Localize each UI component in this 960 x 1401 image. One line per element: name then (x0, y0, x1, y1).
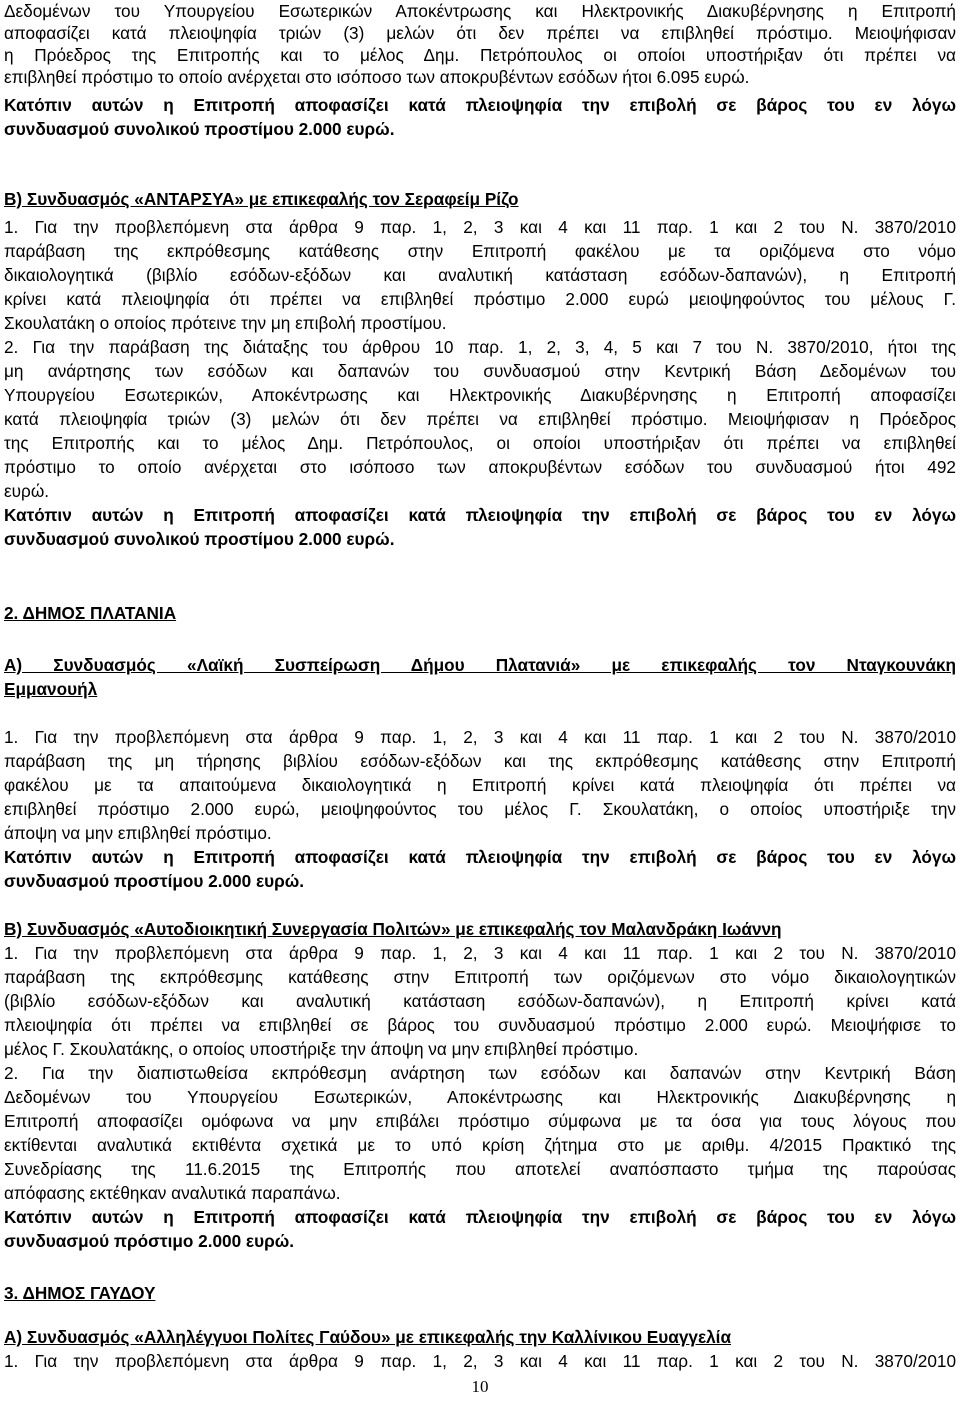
body-line: Επιτροπή αποφασίζει ομόφωνα να μην επιβάλει πρόστιμο σύμφωνα με τα όσα για τους λόγους που (4, 1111, 956, 1131)
body-line: μέλος Γ. Σκουλατάκης, ο οποίος υποστήριξε την άποψη να μην επιβληθεί πρόστιμο. (4, 1039, 639, 1059)
body-line: κρίνει κατά πλειοψηφία ότι πρέπει να επιβληθεί πρόστιμο 2.000 ευρώ μειοψηφούντος του μέλους Γ. (4, 289, 956, 309)
decision-line: συνδυασμού προστίμου 2.000 ευρώ. (4, 871, 305, 891)
municipality-heading: 3. ΔΗΜΟΣ ΓΑΥΔΟΥ (4, 1283, 156, 1303)
body-line: (βιβλίο εσόδων-εξόδων και αναλυτική κατάσταση εσόδων-δαπανών), η Επιτροπή κρίνει κατά (4, 991, 956, 1011)
body-line: πλειοψηφία ότι πρέπει να επιβληθεί σε βάρος του συνδυασμού πρόστιμο 2.000 ευρώ. Μειοψήφισε το (4, 1015, 956, 1035)
section-heading: Α) Συνδυασμός «Λαϊκή Συσπείρωση Δήμου Πλατανιά» με επικεφαλής τον Νταγκουνάκη (4, 655, 956, 675)
body-line: της Επιτροπής και το μέλος Δημ. Πετρόπουλος, οι οποίοι υποστήριξαν ότι πρέπει να επιβληθεί (4, 433, 956, 453)
body-line: μη ανάρτησης των εσόδων και δαπανών του συνδυασμού στην Κεντρική Βάση Δεδομένων του (4, 361, 956, 381)
body-line: παράβαση της εκπρόθεσμης κατάθεσης στην Επιτροπή των οριζόμενων στο νόμο δικαιολογητικών (4, 967, 956, 987)
body-line: 2. Για την παράβαση της διάταξης του άρθρου 10 παρ. 1, 2, 3, 4, 5 και 7 του Ν. 3870/2010, ήτοι της (4, 337, 956, 357)
body-line: πρόστιμο το οποίο ανέρχεται στο ισόποσο των αποκρυβέντων εσόδων του συνδυασμού ήτοι 492 (4, 457, 956, 477)
body-line: παράβαση της μη τήρησης βιβλίου εσόδων-εξόδων και της εκπρόθεσμης κατάθεσης στην Επιτροπή (4, 751, 956, 771)
body-line: 1. Για την προβλεπόμενη στα άρθρα 9 παρ. 1, 2, 3 και 4 και 11 παρ. 1 και 2 του Ν. 3870/2010 (4, 217, 956, 237)
decision-line: συνδυασμού συνολικού προστίμου 2.000 ευρώ. (4, 529, 395, 549)
section-heading: Β) Συνδυασμός «Αυτοδιοικητική Συνεργασία Πολιτών» με επικεφαλής τον Μαλανδράκη Ιωάννη (4, 919, 782, 939)
body-line: 1. Για την προβλεπόμενη στα άρθρα 9 παρ. 1, 2, 3 και 4 και 11 παρ. 1 και 2 του Ν. 3870/2010 (4, 943, 956, 963)
municipality-heading: 2. ΔΗΜΟΣ ΠΛΑΤΑΝΙΑ (4, 603, 177, 623)
body-line: παράβαση της εκπρόθεσμης κατάθεσης στην Επιτροπή φακέλου με τα οριζόμενα στο νόμο (4, 241, 956, 261)
decision-line: Κατόπιν αυτών η Επιτροπή αποφασίζει κατά πλειοψηφία την επιβολή σε βάρος του εν λόγω (4, 95, 956, 115)
body-line: Σκουλατάκη ο οποίος πρότεινε την μη επιβολή προστίμου. (4, 313, 447, 333)
decision-line: συνδυασμού συνολικού προστίμου 2.000 ευρώ. (4, 119, 395, 139)
body-line: απόφασης εκτέθηκαν αναλυτικά παραπάνω. (4, 1183, 341, 1203)
body-line: 1. Για την προβλεπόμενη στα άρθρα 9 παρ. 1, 2, 3 και 4 και 11 παρ. 1 και 2 του Ν. 3870/2010 (4, 1351, 956, 1371)
decision-line: Κατόπιν αυτών η Επιτροπή αποφασίζει κατά πλειοψηφία την επιβολή σε βάρος του εν λόγω (4, 847, 956, 867)
body-line: Δεδομένων του Υπουργείου Εσωτερικών, Αποκέντρωσης και Ηλεκτρονικής Διακυβέρνησης η (4, 1087, 956, 1107)
body-line: Δεδομένων του Υπουργείου Εσωτερικών Αποκέντρωσης και Ηλεκτρονικής Διακυβέρνησης η Επιτροπή (4, 1, 956, 21)
body-line: φακέλου με τα απαιτούμενα δικαιολογητικά η Επιτροπή κρίνει κατά πλειοψηφία ότι πρέπει να (4, 775, 956, 795)
body-line: επιβληθεί πρόστιμο το οποίο ανέρχεται στο ισόποσο των αποκρυβέντων εσόδων ήτοι 6.095 ευρώ. (4, 67, 750, 87)
body-line: Συνεδρίασης της 11.6.2015 της Επιτροπής που αποτελεί αναπόσπαστο τμήμα της παρούσας (4, 1159, 956, 1179)
page-number: 10 (471, 1377, 489, 1396)
body-line: αποφασίζει κατά πλειοψηφία τριών (3) μελών ότι δεν πρέπει να επιβληθεί πρόστιμο. Μειοψήφισαν (4, 23, 956, 43)
body-line: δικαιολογητικά (βιβλίο εσόδων-εξόδων και αναλυτική κατάσταση εσόδων-δαπανών), η Επιτροπή (4, 265, 956, 285)
body-line: Υπουργείου Εσωτερικών, Αποκέντρωσης και Ηλεκτρονικής Διακυβέρνησης η Επιτροπή αποφασίζει (4, 385, 956, 405)
body-line: η Πρόεδρος της Επιτροπής και το μέλος Δημ. Πετρόπουλος οι οποίοι υποστήριξαν ότι πρέπει να (4, 45, 956, 65)
body-line: εκτίθενται αναλυτικά εκτιθέντα σχετικά με το υπό κρίση ζήτημα στο με αριθμ. 4/2015 Πρακτικό της (4, 1135, 956, 1155)
body-line: ευρώ. (4, 481, 50, 501)
body-line: κατά πλειοψηφία τριών (3) μελών ότι δεν πρέπει να επιβληθεί πρόστιμο. Μειοψήφισαν η Πρόεδρος (4, 409, 956, 429)
body-line: 2. Για την διαπιστωθείσα εκπρόθεσμη ανάρτηση των εσόδων και δαπανών στην Κεντρική Βάση (4, 1063, 956, 1083)
decision-line: Κατόπιν αυτών η Επιτροπή αποφασίζει κατά πλειοψηφία την επιβολή σε βάρος του εν λόγω (4, 1207, 956, 1227)
body-line: επιβληθεί πρόστιμο 2.000 ευρώ, μειοψηφούντος του μέλος Γ. Σκουλατάκη, ο οποίος υποστήριξε την (4, 799, 956, 819)
section-heading: Β) Συνδυασμός «ΑΝΤΑΡΣΥΑ» με επικεφαλής τον Σεραφείμ Ρίζο (4, 189, 519, 209)
decision-line: Κατόπιν αυτών η Επιτροπή αποφασίζει κατά πλειοψηφία την επιβολή σε βάρος του εν λόγω (4, 505, 956, 525)
body-line: άποψη να μην επιβληθεί πρόστιμο. (4, 823, 272, 843)
decision-line: συνδυασμού πρόστιμο 2.000 ευρώ. (4, 1231, 295, 1251)
section-heading: Α) Συνδυασμός «Αλληλέγγυοι Πολίτες Γαύδου» με επικεφαλής την Καλλίνικου Ευαγγελία (4, 1327, 732, 1347)
body-line: 1. Για την προβλεπόμενη στα άρθρα 9 παρ. 1, 2, 3 και 4 και 11 παρ. 1 και 2 του Ν. 3870/2010 (4, 727, 956, 747)
section-heading: Εμμανουήλ (4, 679, 98, 699)
